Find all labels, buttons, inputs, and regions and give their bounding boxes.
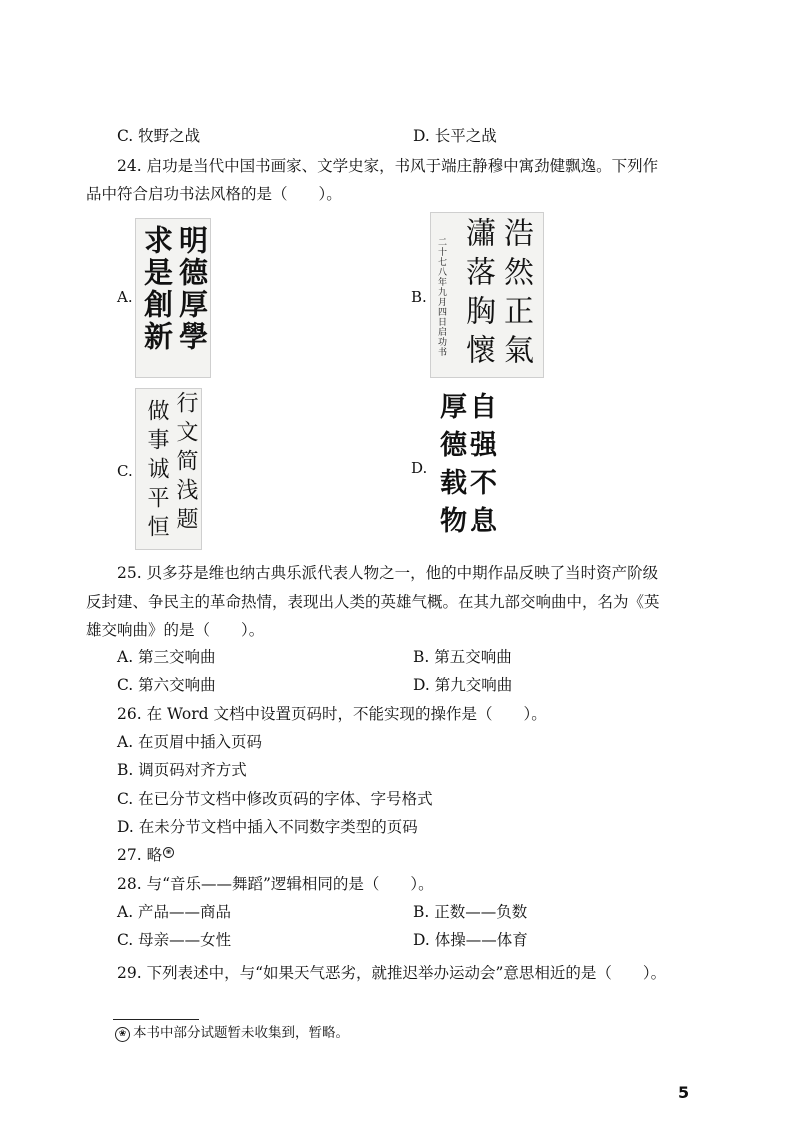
q24-label-c: C. [117,462,133,480]
footnote [115,1023,349,1043]
q26-stem: 26. 在 Word 文档中设置页码时，不能实现的操作是（ ）。 [117,705,547,723]
calligraphy-d-col1: 自强不息 [465,392,496,544]
q25-option-a: A. 第三交响曲 [117,648,216,666]
q25-option-b: B. 第五交响曲 [413,648,512,666]
q28-option-b: B. 正数——负数 [413,903,528,921]
calligraphy-b-col2: 瀟落胸懷 [460,217,495,373]
q25-stem-line2: 反封建、争民主的革命热情，表现出人类的英雄气概。在其九部交响曲中，名为《英 [86,593,660,611]
footnote-flower-icon: ❀ [163,847,174,858]
q25-option-c: C. 第六交响曲 [117,676,216,694]
calligraphy-image-a [135,218,211,378]
q28-stem: 28. 与“音乐——舞蹈”逻辑相同的是（ ）。 [117,875,434,893]
q27-text: 27. 略 [117,846,163,864]
q23-option-c: C. 牧野之战 [117,127,201,145]
q24-label-d: D. [411,459,428,477]
q24-label-b: B. [411,288,427,306]
q25-stem-line3: 雄交响曲》的是（ ）。 [86,621,265,639]
q26-option-a: A. 在页眉中插入页码 [117,733,263,751]
q24-stem-line2: 品中符合启功书法风格的是（ ）。 [86,185,342,203]
calligraphy-c-col2: 做事诚平恒 [144,399,169,544]
calligraphy-c-col1: 行文简浅题 [173,391,198,536]
calligraphy-b-inscription: 二十七八年九月四日启功书 [436,237,446,357]
q28-option-c: C. 母亲——女性 [117,931,232,949]
calligraphy-a-col2: 求是創新 [140,225,174,353]
q28-option-a: A. 产品——商品 [117,903,232,921]
calligraphy-image-d [429,392,496,548]
q23-option-d: D. 长平之战 [413,127,497,145]
q26-option-c: C. 在已分节文档中修改页码的字体、字号格式 [117,790,433,808]
footnote-text: 本书中部分试题暂未收集到，暂略。 [133,1025,349,1041]
calligraphy-a-col1: 明德厚學 [175,225,209,353]
q26-option-b: B. 调页码对齐方式 [117,761,247,779]
q25-stem-line1: 25. 贝多芬是维也纳古典乐派代表人物之一，他的中期作品反映了当时资产阶级 [117,564,659,582]
q24-stem-line1: 24. 启功是当代中国书画家、文学史家，书风于端庄静穆中寓劲健飘逸。下列作 [117,157,659,175]
q24-label-a: A. [117,288,133,306]
calligraphy-image-c [135,388,202,550]
calligraphy-image-b [430,212,544,378]
page-number: 5 [678,1083,690,1102]
q26-option-d: D. 在未分节文档中插入不同数字类型的页码 [117,818,418,836]
footnote-rule [113,1019,199,1020]
q25-option-d: D. 第九交响曲 [413,676,513,694]
footnote-flower-icon: ❀ [115,1027,130,1042]
q28-option-d: D. 体操——体育 [413,931,528,949]
q29-stem: 29. 下列表述中，与“如果天气恶劣，就推迟举办运动会”意思相近的是（ ）。 [117,964,667,982]
calligraphy-b-col1: 浩然正氣 [498,217,533,373]
q27-stem [117,845,174,865]
calligraphy-d-col2: 厚德载物 [435,392,466,544]
